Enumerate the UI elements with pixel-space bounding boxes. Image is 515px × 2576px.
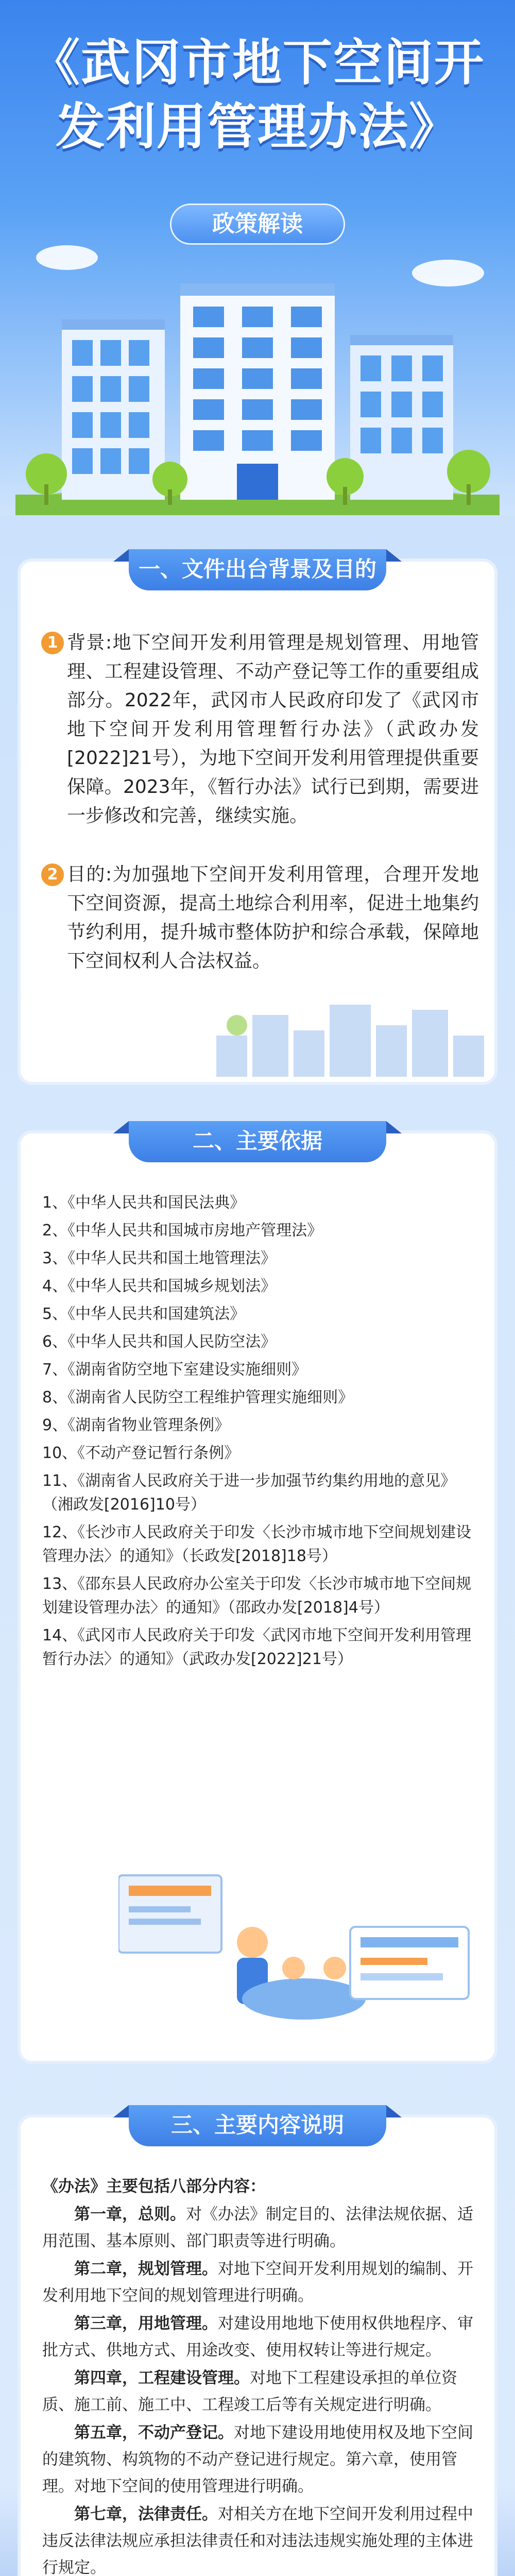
cityscape-illustration (15, 216, 500, 515)
section-title: 一、文件出台背景及目的 (129, 549, 386, 590)
number-badge: 2 (41, 863, 64, 886)
list-item: 5、《中华人民共和国建筑法》 (42, 1305, 246, 1323)
meeting-illustration (118, 1865, 479, 2050)
list-item: 7、《湖南省防空地下室建设实施细则》 (42, 1361, 307, 1379)
list-item (41, 860, 479, 994)
city-skyline-illustration (216, 1005, 484, 1077)
list-item: 14、《武冈市人民政府关于印发〈武冈市地下空间开发利用管理暂行办法〉的通知》（武政办发[2022]21号） (42, 1626, 472, 1668)
chapter-paragraph: 第七章，法律责任。对相关方在地下空间开发利用过程中违反法律法规应承担法律责任和对违法违规实施处理的主体进行规定。 (42, 2505, 473, 2576)
list-item: 13、《邵东县人民政府办公室关于印发〈长沙市城市地下空间规划建设管理办法〉的通知》（邵政办发[2018]4号） (42, 1575, 472, 1617)
list-item (41, 629, 479, 876)
content-intro: 《办法》主要包括八部分内容： (42, 2177, 266, 2196)
section-title: 二、主要依据 (129, 1121, 386, 1162)
basis-list (42, 1191, 475, 1675)
chapter-paragraph: 第五章，不动产登记。对地下建设用地使用权及地下空间的建筑物、构筑物的不动产登记进行规定。第六章，使用管理。对地下空间的使用管理进行明确。 (42, 2424, 473, 2496)
chapter-paragraph: 第二章，规划管理。对地下空间开发利用规划的编制、开发利用地下空间的规划管理进行明确。 (42, 2260, 473, 2305)
list-item: 9、《湖南省物业管理条例》 (42, 1416, 230, 1434)
list-item: 11、《湖南省人民政府关于进一步加强节约集约用地的意见》（湘政发[2016]10号） (42, 1472, 456, 1514)
item-text: 目的:为加强地下空间开发利用管理，合理开发地下空间资源，提高土地综合利用率，促进土地集约节约利用，提升城市整体防护和综合承载，保障地下空间权利人合法权益。 (67, 864, 479, 972)
chapter-paragraph: 第四章，工程建设管理。对地下工程建设承担的单位资质、施工前、施工中、工程竣工后等有关规定进行明确。 (42, 2369, 457, 2414)
list-item: 12、《长沙市人民政府关于印发〈长沙市城市地下空间规划建设管理办法〉的通知》（长政发[2018]18号） (42, 1523, 472, 1565)
list-item: 2、《中华人民共和国城市房地产管理法》 (42, 1222, 323, 1240)
item-text: 背景:地下空间开发利用管理是规划管理、用地管理、工程建设管理、不动产登记等工作的重要组成部分。2022年，武冈市人民政府印发了《武冈市地下空间开发利用管理暂行办法》（武政办发[2022]21号），为地下空间开发利用管理提供重要保障。2023年，《暂行办法》试行已到期，需要进一步修改和完善，继续实施。 (67, 632, 479, 826)
section-main-basis (21, 1128, 494, 2061)
list-item: 8、《湖南省人民防空工程维护管理实施细则》 (42, 1388, 354, 1406)
list-item: 4、《中华人民共和国城乡规划法》 (42, 1277, 277, 1295)
list-item: 3、《中华人民共和国土地管理法》 (42, 1249, 277, 1267)
page-title: 《武冈市地下空间开发利用管理办法》 (30, 34, 485, 156)
header-banner (0, 0, 515, 515)
number-badge: 1 (41, 632, 64, 654)
chapter-paragraph: 第一章，总则。对《办法》制定目的、法律法规依据、适用范围、基本原则、部门职责等进行明确。 (42, 2205, 473, 2250)
list-item: 6、《中华人民共和国人民防空法》 (42, 1333, 277, 1351)
chapter-paragraph: 第三章，用地管理。对建设用地地下使用权供地程序、审批方式、供地方式、用途改变、使用权转让等进行规定。 (42, 2314, 473, 2360)
section-main-content (21, 2112, 494, 2576)
section-title: 三、主要内容说明 (129, 2105, 386, 2146)
section-background-purpose (21, 556, 494, 1082)
list-item: 1、《中华人民共和国民法典》 (42, 1194, 246, 1212)
content-text (42, 2173, 475, 2576)
list-item: 10、《不动产登记暂行条例》 (42, 1444, 240, 1462)
subtitle-badge: 政策解读 (170, 204, 345, 245)
